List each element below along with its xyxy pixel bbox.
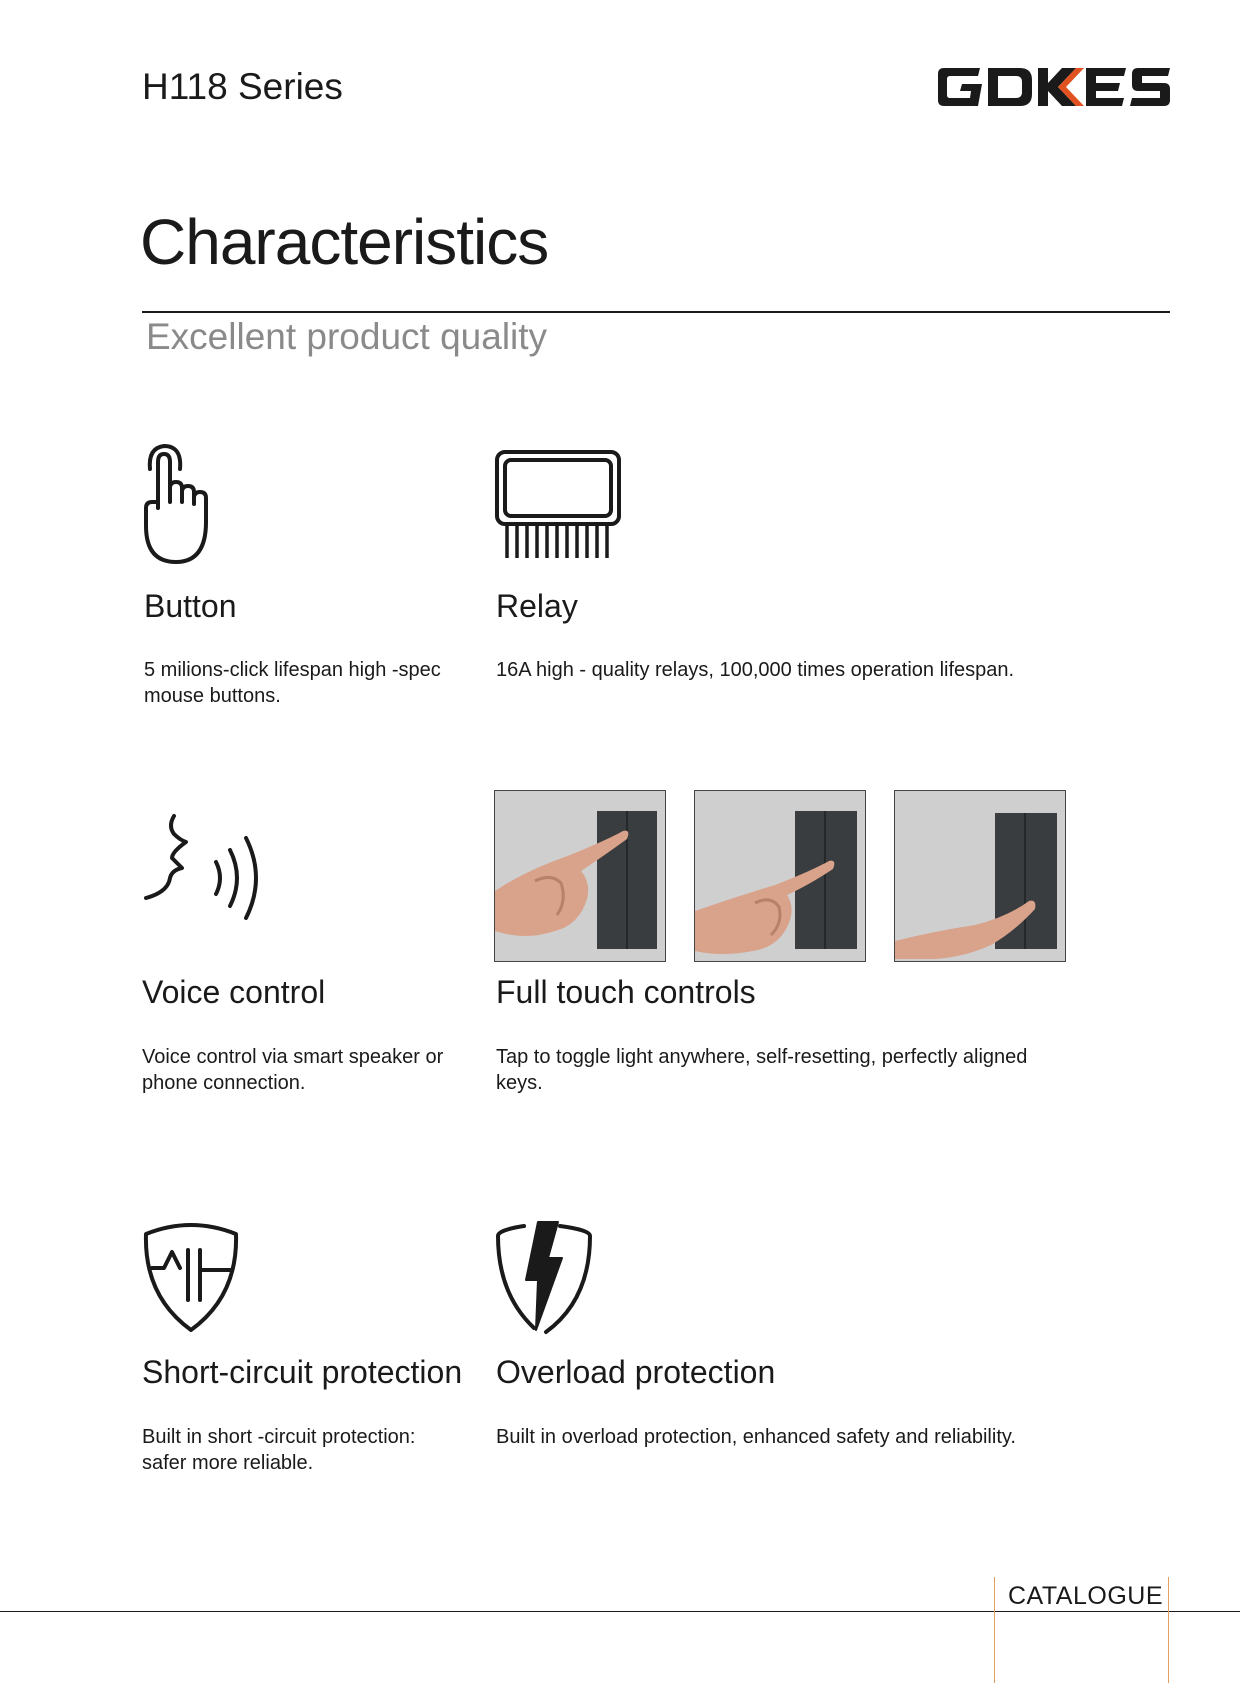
feature-title: Voice control — [142, 974, 326, 1010]
feature-description: 5 milions-click lifespan high -spec mouse buttons. — [144, 659, 441, 707]
footer-accent-line-right — [1168, 1577, 1169, 1683]
shield-lightning-icon — [494, 1218, 594, 1336]
relay-icon — [495, 450, 621, 560]
hand-pointer-icon — [142, 444, 222, 566]
page-title: Characteristics — [140, 206, 549, 278]
feature-title: Short-circuit protection — [142, 1354, 463, 1390]
touch-photo-2 — [694, 790, 866, 962]
shield-circuit-icon — [142, 1220, 240, 1334]
feature-title: Full touch controls — [496, 974, 756, 1010]
feature-description: Voice control via smart speaker or phone connection. — [142, 1046, 444, 1094]
footer-divider — [0, 1611, 1240, 1612]
feature-description: Built in short -circuit protection: safer more reliable. — [142, 1426, 416, 1474]
footer-catalogue-label: CATALOGUE — [1008, 1582, 1163, 1610]
footer-accent-line-left — [994, 1577, 995, 1683]
voice-icon — [142, 812, 274, 944]
feature-title: Relay — [496, 588, 578, 624]
feature-description: Built in overload protection, enhanced safety and reliability. — [496, 1426, 1016, 1448]
series-title: H118 Series — [142, 66, 343, 107]
feature-description: Tap to toggle light anywhere, self-resetting, perfectly aligned keys. — [496, 1046, 1028, 1094]
feature-title: Overload protection — [496, 1354, 776, 1390]
title-divider — [142, 311, 1170, 313]
page-subtitle: Excellent product quality — [146, 316, 548, 357]
touch-photo-1 — [494, 790, 666, 962]
feature-title: Button — [144, 588, 237, 624]
brand-logo — [936, 66, 1172, 108]
feature-description: 16A high - quality relays, 100,000 times operation lifespan. — [496, 659, 1015, 681]
touch-photo-3 — [894, 790, 1066, 962]
